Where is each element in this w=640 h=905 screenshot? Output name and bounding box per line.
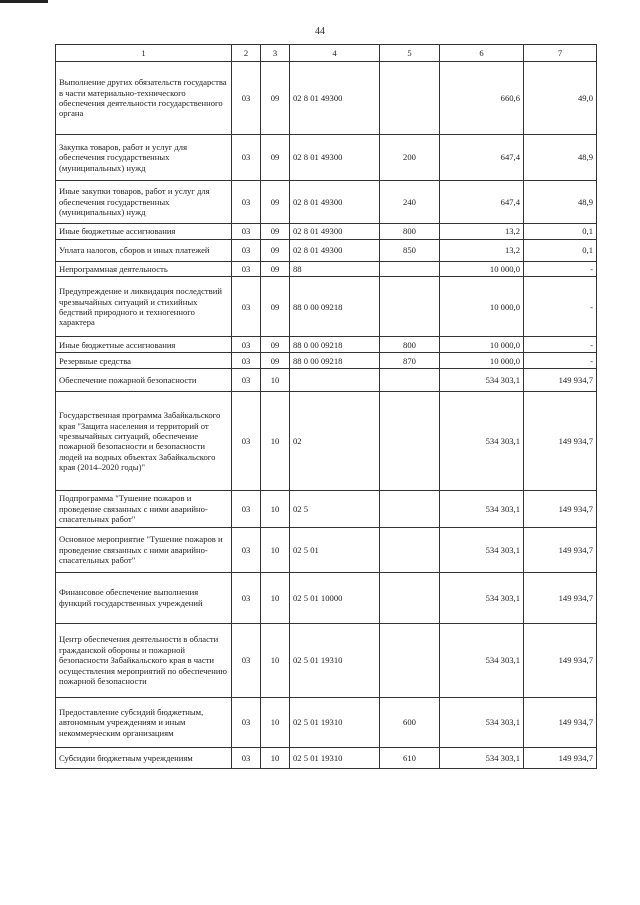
row-amount-2: - — [524, 337, 597, 353]
row-name: Финансовое обеспечение выполнения функций государственных учреждений — [56, 572, 232, 623]
row-target-code: 88 0 00 09218 — [290, 337, 380, 353]
row-amount-2: 48,9 — [524, 181, 597, 224]
row-name: Центр обеспечения деятельности в области гражданской обороны и пожарной безопасности Забайкальского края в части осуществления мероприятий по обеспечению пожарной безопасности — [56, 623, 232, 697]
row-amount-2: 0,1 — [524, 224, 597, 240]
row-amount-2: - — [524, 353, 597, 369]
row-amount-1: 534 303,1 — [440, 392, 524, 491]
table-row — [56, 527, 597, 572]
row-expense-type: 800 — [380, 337, 440, 353]
row-amount-2: 149 934,7 — [524, 369, 597, 392]
row-target-code: 02 5 01 19310 — [290, 747, 380, 768]
row-subsection: 10 — [261, 527, 290, 572]
row-amount-1: 534 303,1 — [440, 572, 524, 623]
table-row — [56, 240, 597, 262]
row-section: 03 — [232, 353, 261, 369]
row-amount-2: 149 934,7 — [524, 623, 597, 697]
row-name: Основное мероприятие "Тушение пожаров и проведение связанных с ними аварийно-спасательных работ" — [56, 527, 232, 572]
row-subsection: 09 — [261, 62, 290, 135]
table-row — [56, 353, 597, 369]
row-section: 03 — [232, 262, 261, 277]
row-name: Иные закупки товаров, работ и услуг для обеспечения государственных (муниципальных) нужд — [56, 181, 232, 224]
row-target-code: 02 — [290, 392, 380, 491]
table-row — [56, 572, 597, 623]
row-expense-type: 800 — [380, 224, 440, 240]
row-section: 03 — [232, 697, 261, 747]
row-amount-2: 149 934,7 — [524, 747, 597, 768]
row-expense-type: 240 — [380, 181, 440, 224]
row-subsection: 09 — [261, 224, 290, 240]
row-section: 03 — [232, 747, 261, 768]
row-target-code: 02 5 01 19310 — [290, 623, 380, 697]
row-name: Предупреждение и ликвидация последствий чрезвычайных ситуаций и стихийных бедствий природного и техногенного характера — [56, 277, 232, 337]
row-expense-type: 870 — [380, 353, 440, 369]
row-amount-1: 10 000,0 — [440, 277, 524, 337]
budget-table — [55, 44, 597, 769]
row-amount-2: 49,0 — [524, 62, 597, 135]
header-col-7: 7 — [524, 45, 597, 62]
table-row — [56, 747, 597, 768]
row-amount-1: 10 000,0 — [440, 262, 524, 277]
row-name: Выполнение других обязательств государства в части материально-технического обеспечения деятельности государственного органа — [56, 62, 232, 135]
row-amount-1: 660,6 — [440, 62, 524, 135]
row-amount-1: 13,2 — [440, 240, 524, 262]
row-subsection: 09 — [261, 337, 290, 353]
header-col-6: 6 — [440, 45, 524, 62]
row-subsection: 10 — [261, 369, 290, 392]
table-row — [56, 277, 597, 337]
table-row — [56, 224, 597, 240]
row-name: Закупка товаров, работ и услуг для обеспечения государственных (муниципальных) нужд — [56, 135, 232, 181]
row-amount-2: 149 934,7 — [524, 572, 597, 623]
row-section: 03 — [232, 491, 261, 527]
table-row — [56, 369, 597, 392]
row-subsection: 09 — [261, 262, 290, 277]
row-name: Непрограммная деятельность — [56, 262, 232, 277]
header-col-5: 5 — [380, 45, 440, 62]
row-amount-2: 149 934,7 — [524, 697, 597, 747]
row-expense-type: 850 — [380, 240, 440, 262]
table-row — [56, 491, 597, 527]
table-row — [56, 262, 597, 277]
table-row — [56, 62, 597, 135]
header-col-1: 1 — [56, 45, 232, 62]
row-subsection: 09 — [261, 277, 290, 337]
row-expense-type — [380, 392, 440, 491]
row-amount-1: 534 303,1 — [440, 369, 524, 392]
row-name: Иные бюджетные ассигнования — [56, 337, 232, 353]
row-subsection: 10 — [261, 623, 290, 697]
row-name: Предоставление субсидий бюджетным, автономным учреждениям и иным некоммерческим организациям — [56, 697, 232, 747]
row-subsection: 10 — [261, 572, 290, 623]
row-target-code: 02 5 — [290, 491, 380, 527]
row-expense-type — [380, 369, 440, 392]
row-subsection: 10 — [261, 747, 290, 768]
row-expense-type: 200 — [380, 135, 440, 181]
row-expense-type — [380, 62, 440, 135]
row-expense-type — [380, 262, 440, 277]
row-amount-1: 534 303,1 — [440, 747, 524, 768]
page-number: 44 — [315, 26, 325, 37]
row-amount-2: 149 934,7 — [524, 392, 597, 491]
row-amount-1: 534 303,1 — [440, 527, 524, 572]
row-target-code: 88 — [290, 262, 380, 277]
row-section: 03 — [232, 277, 261, 337]
header-row — [56, 45, 597, 62]
row-subsection: 10 — [261, 392, 290, 491]
row-expense-type: 600 — [380, 697, 440, 747]
row-target-code: 02 8 01 49300 — [290, 62, 380, 135]
header-col-2: 2 — [232, 45, 261, 62]
row-target-code: 88 0 00 09218 — [290, 277, 380, 337]
row-amount-2: 48,9 — [524, 135, 597, 181]
table-row — [56, 135, 597, 181]
row-amount-1: 534 303,1 — [440, 697, 524, 747]
row-name: Иные бюджетные ассигнования — [56, 224, 232, 240]
row-target-code: 02 5 01 10000 — [290, 572, 380, 623]
row-target-code: 02 8 01 49300 — [290, 181, 380, 224]
row-expense-type — [380, 623, 440, 697]
row-section: 03 — [232, 224, 261, 240]
row-expense-type — [380, 491, 440, 527]
table-row — [56, 623, 597, 697]
row-amount-1: 647,4 — [440, 181, 524, 224]
row-amount-1: 647,4 — [440, 135, 524, 181]
row-amount-2: 0,1 — [524, 240, 597, 262]
row-subsection: 09 — [261, 353, 290, 369]
row-subsection: 09 — [261, 240, 290, 262]
row-target-code: 02 8 01 49300 — [290, 135, 380, 181]
row-expense-type — [380, 277, 440, 337]
row-amount-1: 10 000,0 — [440, 337, 524, 353]
row-expense-type — [380, 572, 440, 623]
row-section: 03 — [232, 623, 261, 697]
row-section: 03 — [232, 240, 261, 262]
row-section: 03 — [232, 369, 261, 392]
row-subsection: 09 — [261, 181, 290, 224]
row-amount-1: 13,2 — [440, 224, 524, 240]
table-row — [56, 337, 597, 353]
table-row — [56, 697, 597, 747]
row-name: Обеспечение пожарной безопасности — [56, 369, 232, 392]
header-col-3: 3 — [261, 45, 290, 62]
row-amount-2: - — [524, 262, 597, 277]
row-section: 03 — [232, 527, 261, 572]
row-target-code: 02 5 01 19310 — [290, 697, 380, 747]
row-section: 03 — [232, 62, 261, 135]
row-target-code: 02 8 01 49300 — [290, 224, 380, 240]
row-amount-1: 10 000,0 — [440, 353, 524, 369]
row-target-code: 02 8 01 49300 — [290, 240, 380, 262]
row-section: 03 — [232, 135, 261, 181]
row-section: 03 — [232, 572, 261, 623]
row-section: 03 — [232, 337, 261, 353]
row-name: Государственная программа Забайкальского края "Защита населения и территорий от чрезвычайных ситуаций, обеспечение пожарной безопасности и безопасности людей на водных объектах Забайкальского края (2014–2020 годы)" — [56, 392, 232, 491]
row-target-code — [290, 369, 380, 392]
row-section: 03 — [232, 181, 261, 224]
row-section: 03 — [232, 392, 261, 491]
row-name: Подпрограмма "Тушение пожаров и проведение связанных с ними аварийно-спасательных работ" — [56, 491, 232, 527]
row-amount-1: 534 303,1 — [440, 491, 524, 527]
row-amount-2: 149 934,7 — [524, 491, 597, 527]
table-row — [56, 181, 597, 224]
table-row — [56, 392, 597, 491]
row-subsection: 09 — [261, 135, 290, 181]
row-name: Резервные средства — [56, 353, 232, 369]
row-expense-type — [380, 527, 440, 572]
row-target-code: 02 5 01 — [290, 527, 380, 572]
row-name: Уплата налогов, сборов и иных платежей — [56, 240, 232, 262]
row-amount-2: - — [524, 277, 597, 337]
scan-corner-mark — [0, 0, 48, 3]
row-expense-type: 610 — [380, 747, 440, 768]
row-name: Субсидии бюджетным учреждениям — [56, 747, 232, 768]
row-amount-2: 149 934,7 — [524, 527, 597, 572]
row-subsection: 10 — [261, 491, 290, 527]
row-amount-1: 534 303,1 — [440, 623, 524, 697]
header-col-4: 4 — [290, 45, 380, 62]
row-target-code: 88 0 00 09218 — [290, 353, 380, 369]
row-subsection: 10 — [261, 697, 290, 747]
